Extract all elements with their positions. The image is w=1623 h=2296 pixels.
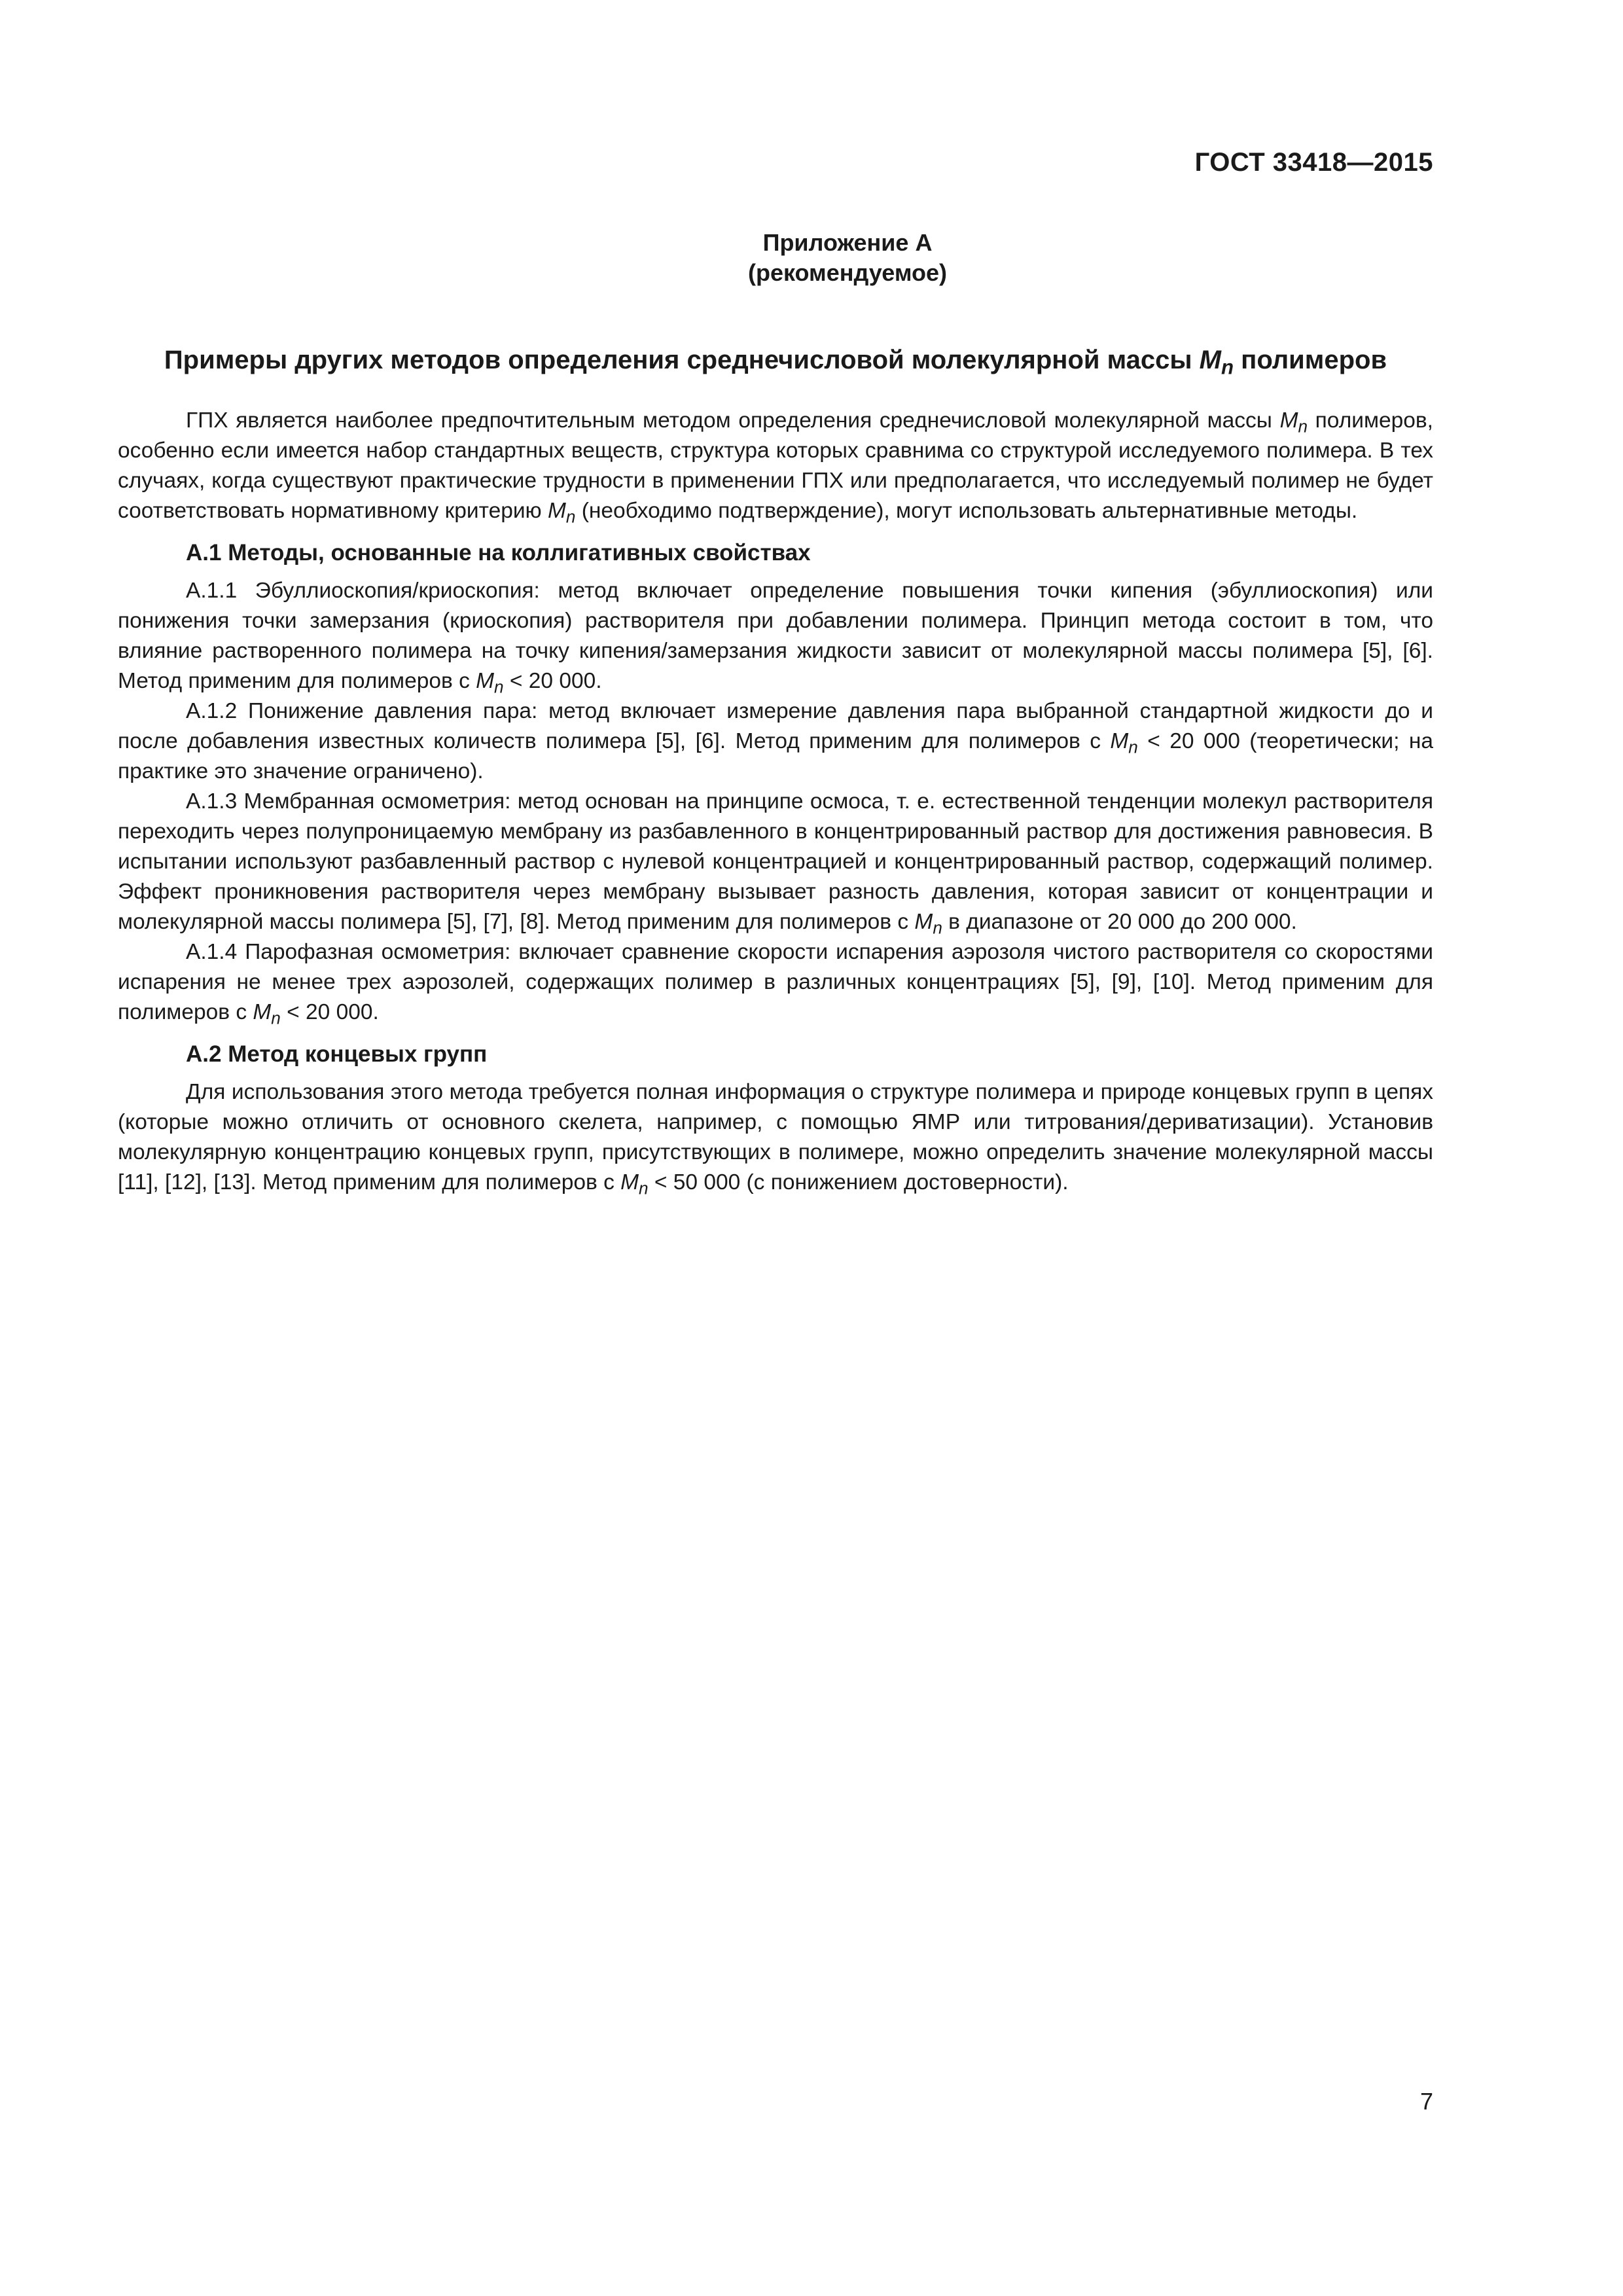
paragraph-a1-1: А.1.1 Эбуллиоскопия/криоскопия: метод включает определение повышения точки кипения (эбуллиоскопия) или понижения точки замерзания (криоскопия) растворителя при добавлении полимера. Принцип метода состоит в том, что влияние растворенного полимера на точку кипения/замерзания жидкости зависит от молекулярной массы полимера [5], [6]. Метод применим для полимеров с $M_n < 20$ 000. bbox=[118, 579, 1433, 697]
paragraph-a2-1: Для использования этого метода требуется полная информация о структуре полимера и природе концевых групп в цепях (которые можно отличить от основного скелета, например, с помощью ЯМР или титрования/дериватизации). Установив молекулярную концентрацию концевых групп, присутствующих в полимере, можно определить значение молекулярной массы [11], [12], [13]. Метод применим для полимеров с $M_n < 50$ 000 (с понижением достоверности). bbox=[118, 1080, 1433, 1198]
title-text-post: полимеров bbox=[1234, 346, 1387, 374]
annex-block bbox=[0, 228, 1623, 288]
document-body bbox=[118, 406, 1433, 1198]
intro-paragraph: ГПХ является наиболее предпочтительным методом определения среднечисловой молекулярной массы $M_n$ полимеров, особенно если имеется набор стандартных веществ, структура которых сравнима со структурой исследуемого полимера. В тех случаях, когда существуют практические трудности в применении ГПХ или предполагается, что исследуемый полимер не будет соответствовать нормативному критерию $M_n$ (необходимо подтверждение), могут использовать альтернативные методы. bbox=[118, 408, 1433, 527]
paragraph-a1-3: А.1.3 Мембранная осмометрия: метод основан на принципе осмоса, т. е. естественной тенденции молекул растворителя переходить через полупроницаемую мембрану из разбавленного в концентрированный раствор для достижения равновесия. В испытании используют разбавленный раствор с нулевой концентрацией и концентрированный раствор, содержащий полимер. Эффект проникновения растворителя через мембрану вызывает разность давления, которая зависит от концентрации и молекулярной массы полимера [5], [7], [8]. Метод применим для полимеров с $M_n$ в диапазоне от 20 000 до 200 000. bbox=[118, 789, 1433, 938]
mn-variable: $M_n$ bbox=[476, 669, 504, 697]
mn-variable: $M_n$ bbox=[620, 1170, 649, 1198]
standard-code: ГОСТ 33418—2015 bbox=[1194, 148, 1433, 177]
mn-variable: $M_n$ bbox=[1279, 408, 1308, 437]
mn-variable: $M_n$ bbox=[547, 499, 576, 527]
page-number: 7 bbox=[1419, 2088, 1433, 2115]
mn-variable: $M_n$ bbox=[1110, 729, 1138, 757]
section-a2-heading: А.2 Метод концевых групп bbox=[186, 1041, 488, 1067]
annex-label: Приложение А bbox=[762, 229, 933, 256]
paragraph-a1-2: А.1.2 Понижение давления пара: метод включает измерение давления пара выбранной стандартной жидкости до и после добавления известных количеств полимера [5], [6]. Метод применим для полимеров с $M_n < 20$ 000 (теоретически; на практике это значение ограничено). bbox=[118, 699, 1433, 783]
title-variable: $M_n$ bbox=[1199, 346, 1234, 379]
mn-variable: $M_n$ bbox=[914, 910, 942, 938]
annex-status: (рекомендуемое) bbox=[748, 259, 947, 286]
document-title bbox=[118, 342, 1433, 378]
paragraph-a1-4: А.1.4 Парофазная осмометрия: включает сравнение скорости испарения аэрозоля чистого растворителя со скоростями испарения не менее трех аэрозолей, содержащих полимер в различных концентрациях [5], [9], [10]. Метод применим для полимеров с $M_n < 20$ 000. bbox=[118, 940, 1433, 1028]
title-text-pre: Примеры других методов определения среднечисловой молекулярной массы bbox=[164, 346, 1200, 374]
section-a1-heading: А.1 Методы, основанные на коллигативных свойствах bbox=[186, 540, 811, 565]
mn-variable: $M_n$ bbox=[253, 1000, 281, 1028]
